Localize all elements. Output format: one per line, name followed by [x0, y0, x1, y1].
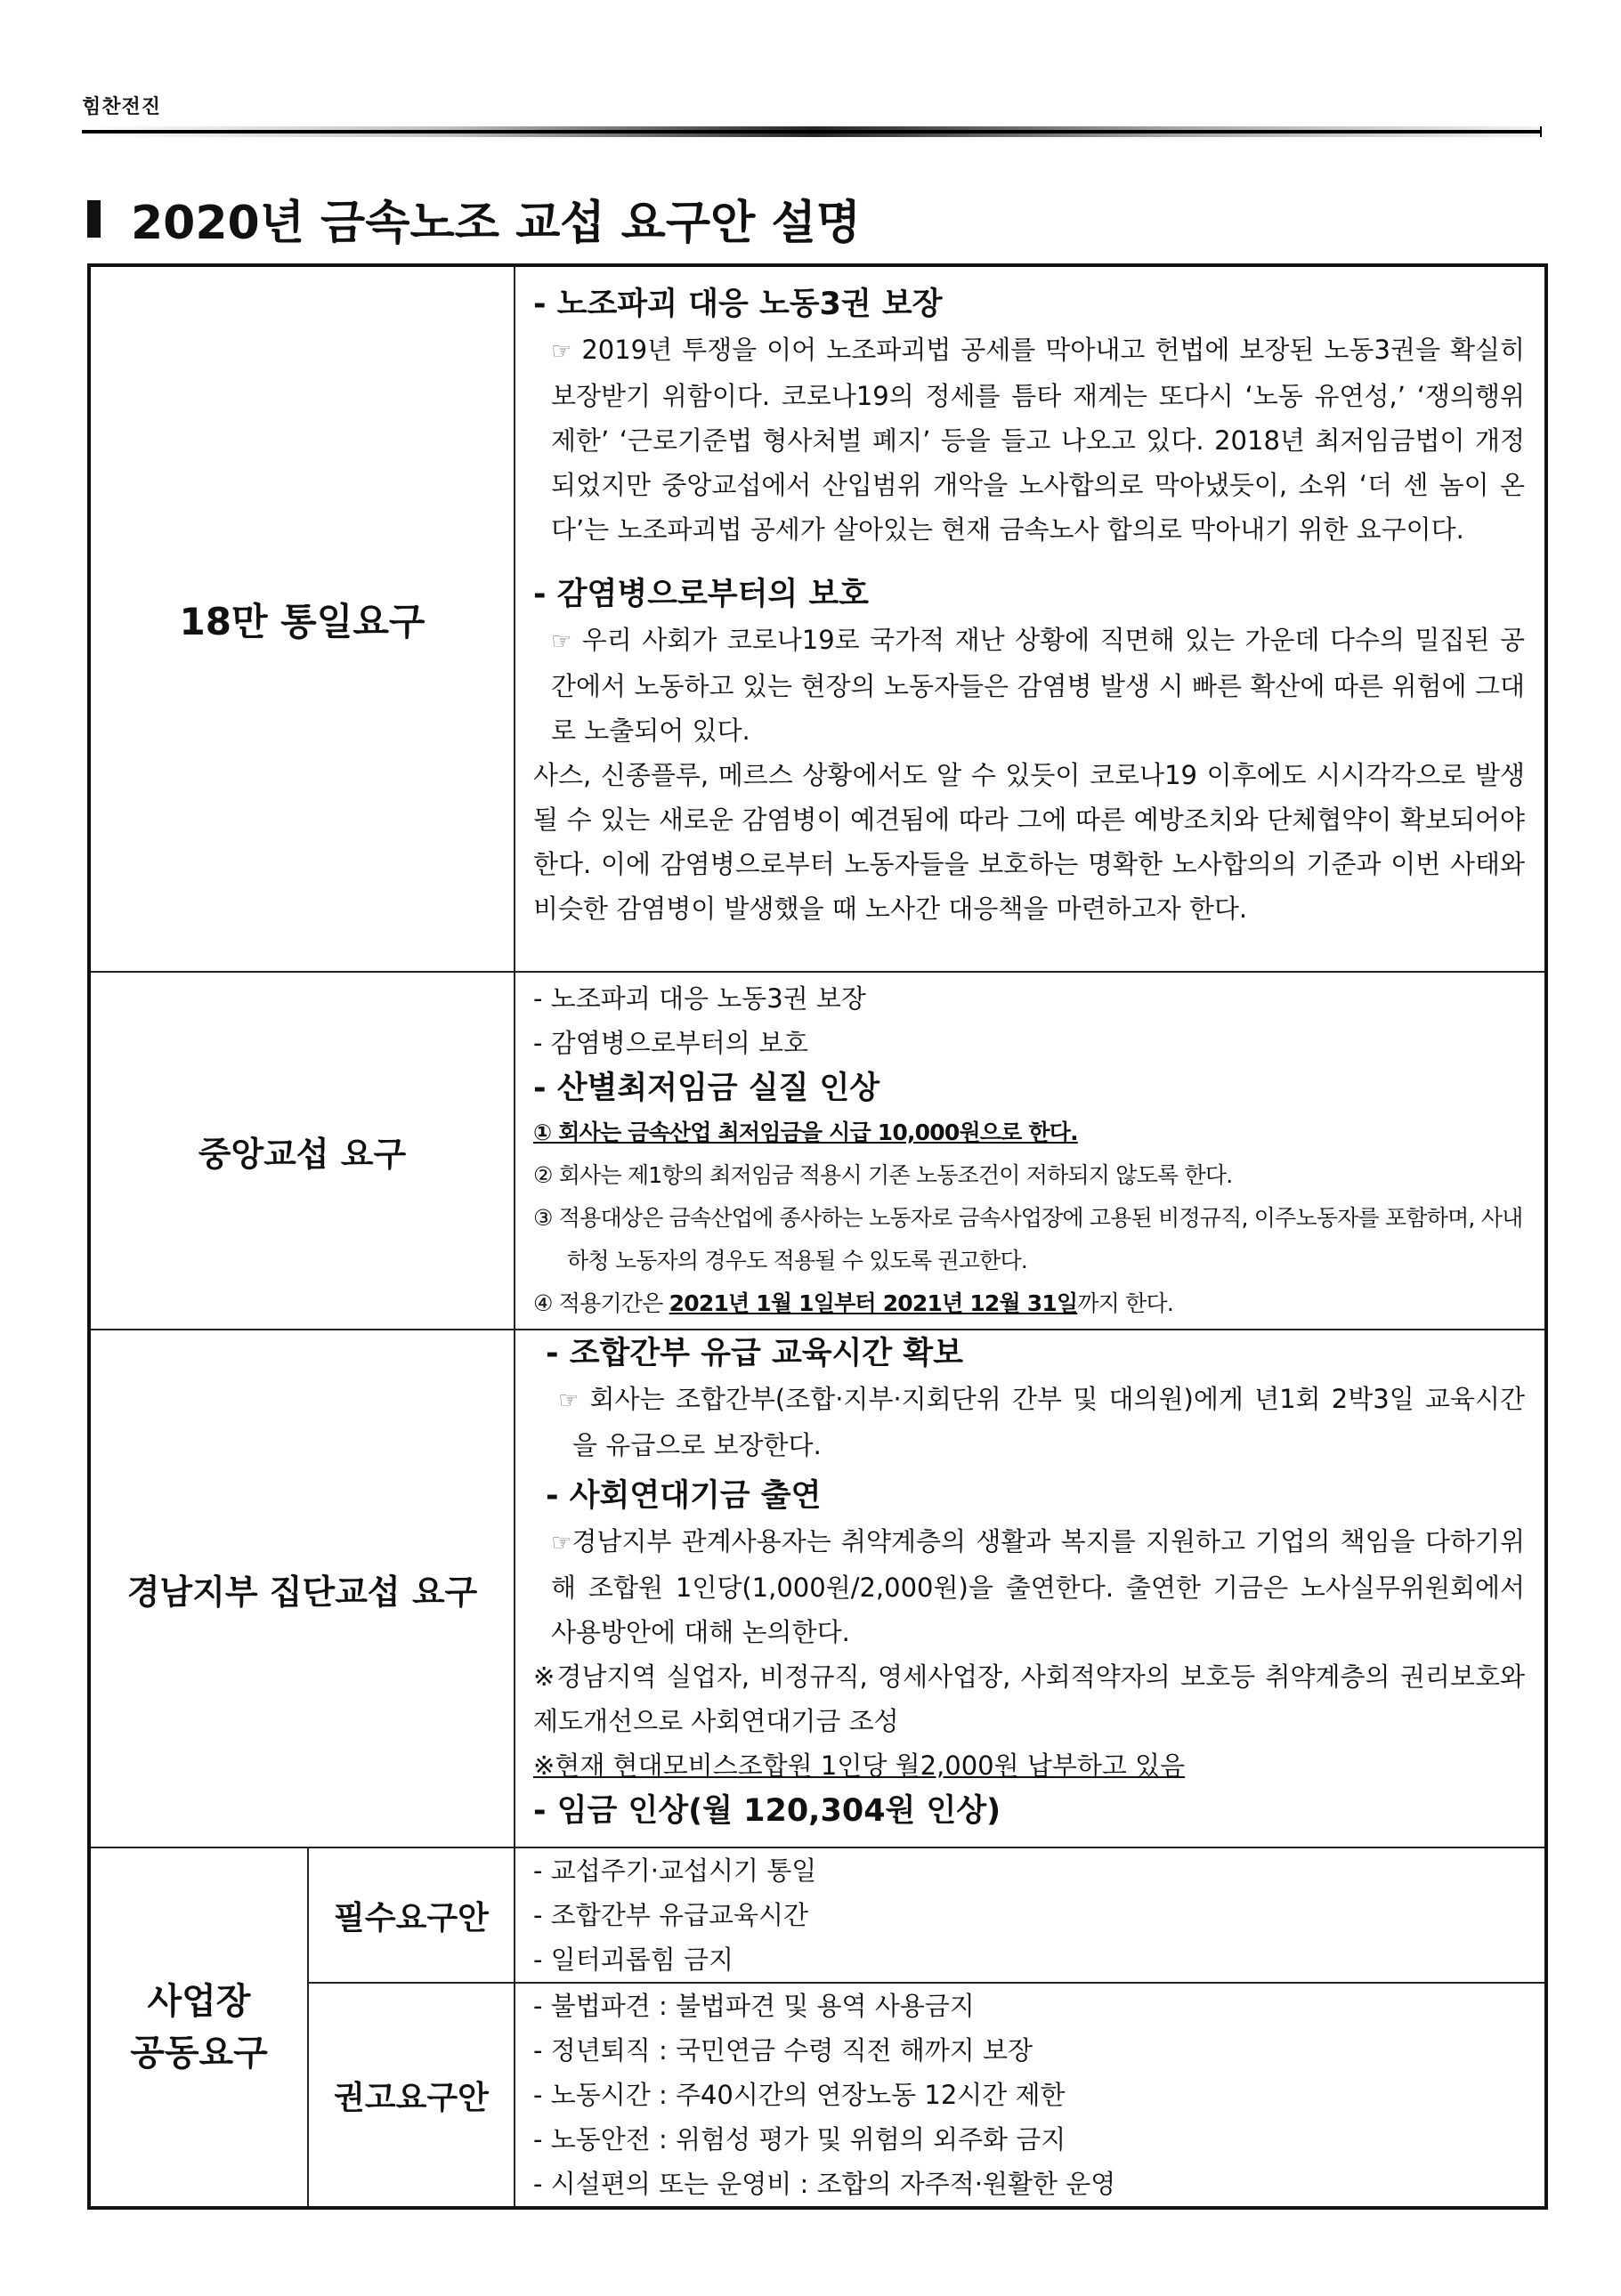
row-gyeongnam	[89, 1330, 1546, 1847]
label-required: 필수요구안	[308, 1847, 515, 1983]
list-item: - 노동안전 : 위험성 평가 및 위험의 외주화 금지	[533, 2124, 1066, 2155]
demands-table	[87, 263, 1548, 2210]
header-rule	[82, 126, 1542, 137]
label-gyeongnam: 경남지부 집단교섭 요구	[89, 1330, 515, 1847]
section-body-solidarity-fund: ☞경남지부 관계사용자는 취약계층의 생활과 복지를 지원하고 기업의 책임을 다하기위해 조합원 1인당(1,000원/2,000원)을 출연한다. 출연한 기금은 노사실무위원회에서 사용방안에 대해 논의한다.	[551, 1526, 1525, 1647]
row-unified-demand	[89, 265, 1546, 972]
content-unified-demand	[515, 265, 1546, 972]
page-title	[87, 185, 861, 252]
section-head-solidarity-fund: - 사회연대기금 출연	[546, 1478, 822, 1514]
wage-item-1: ① 회사는 금속산업 최저임금을 시급 10,000원으로 한다.	[533, 1120, 1078, 1145]
list-item: - 불법파견 : 불법파견 및 용역 사용금지	[533, 1991, 975, 2021]
row-workplace-recommended	[89, 1983, 1546, 2208]
wage-item-4: ④ 적용기간은 2021년 1월 1일부터 2021년 12월 31일까지 한다.	[533, 1290, 1174, 1316]
section-head-education: - 조합간부 유급 교육시간 확보	[546, 1336, 963, 1371]
list-item: - 정년퇴직 : 국민연금 수령 직전 해까지 보장	[533, 2035, 1033, 2066]
list-item: - 노동시간 : 주40시간의 연장노동 12시간 제한	[533, 2080, 1066, 2110]
wage-item-2: ② 회사는 제1항의 최저임금 적용시 기존 노동조건이 저하되지 않도록 한다.	[533, 1162, 1233, 1188]
content-recommended	[515, 1983, 1546, 2208]
page-title-text: 2020년 금속노조 교섭 요구안 설명	[131, 197, 861, 250]
note-mobis: ※현재 현대모비스조합원 1인당 월2,000원 납부하고 있음	[533, 1750, 1186, 1781]
label-workplace-line2: 공동요구	[130, 2033, 268, 2074]
label-recommended: 권고요구안	[308, 1983, 515, 2208]
title-marker-icon	[87, 200, 101, 238]
pointing-hand-icon: ☞	[558, 1387, 580, 1414]
label-workplace-common	[89, 1847, 308, 2208]
section-body-labor-rights: ☞ 2019년 투쟁을 이어 노조파괴법 공세를 막아내고 헌법에 보장된 노동3권을 확실히 보장받기 위함이다. 코로나19의 정세를 틈타 재계는 또다시 ‘노동 유연성,’ ‘쟁의행위 제한’ ‘근로기준법 형사처벌 폐지’ 등을 들고 나오고 있다. 2018년 최저임금법이 개정되었지만 중앙교섭에서 산입범위 개악을 노사합의로 막아냈듯이, 소위 ‘더 센 놈이 온다’는 노조파괴법 공세가 살아있는 현재 금속노사 합의로 막아내기 위한 요구이다.	[551, 335, 1525, 545]
header-label: 힘찬전진	[82, 96, 162, 118]
pointing-hand-icon: ☞	[551, 338, 572, 365]
content-required	[515, 1847, 1546, 1983]
section-head-labor-rights: - 노조파괴 대응 노동3권 보장	[533, 287, 943, 322]
content-central-bargaining	[515, 972, 1546, 1330]
list-item: - 조합간부 유급교육시간	[533, 1900, 809, 1930]
section-body-infection-1: ☞ 우리 사회가 코로나19로 국가적 재난 상황에 직면해 있는 가운데 다수의 밀집된 공간에서 노동하고 있는 현장의 노동자들은 감염병 발생 시 빠른 확산에 따른 위험에 그대로 노출되어 있다.	[551, 625, 1525, 746]
note-solidarity-fund: ※경남지역 실업자, 비정규직, 영세사업장, 사회적약자의 보호등 취약계층의 권리보호와 제도개선으로 사회연대기금 조성	[533, 1661, 1525, 1736]
list-item: - 시설편의 또는 운영비 : 조합의 자주적·원활한 운영	[533, 2169, 1116, 2199]
list-item: - 일터괴롭힘 금지	[533, 1944, 734, 1975]
label-unified-demand: 18만 통일요구	[89, 265, 515, 972]
wage-item-3: ③ 적용대상은 금속산업에 종사하는 노동자로 금속사업장에 고용된 비정규직, 이주노동자를 포함하며, 사내하청 노동자의 경우도 적용될 수 있도록 권고한다.	[533, 1205, 1523, 1273]
section-head-wage-increase: - 임금 인상(월 120,304원 인상)	[533, 1793, 1001, 1829]
label-workplace-line1: 사업장	[147, 1981, 251, 2022]
row-workplace-required	[89, 1847, 1546, 1983]
list-item: - 노조파괴 대응 노동3권 보장	[533, 983, 866, 1014]
row-central-bargaining	[89, 972, 1546, 1330]
pointing-hand-icon: ☞	[551, 1530, 572, 1556]
list-item: - 교섭주기·교섭시기 통일	[533, 1855, 817, 1886]
section-body-education: ☞ 회사는 조합간부(조합·지부·지회단위 간부 및 대의원)에게 년1회 2박3일 교육시간을 유급으로 보장한다.	[558, 1384, 1525, 1460]
section-body-infection-2: 사스, 신종플루, 메르스 상황에서도 알 수 있듯이 코로나19 이후에도 시시각각으로 발생될 수 있는 새로운 감염병이 예견됨에 따라 그에 따른 예방조치와 단체협약이 확보되어야 한다. 이에 감염병으로부터 노동자들을 보호하는 명확한 노사합의의 기준과 이번 사태와 비슷한 감염병이 발생했을 때 노사간 대응책을 마련하고자 한다.	[533, 760, 1525, 924]
pointing-hand-icon: ☞	[551, 628, 572, 655]
label-central-bargaining: 중앙교섭 요구	[89, 972, 515, 1330]
section-head-minimum-wage: - 산별최저임금 실질 인상	[533, 1071, 880, 1106]
section-head-infection: - 감염병으로부터의 보호	[533, 577, 869, 612]
list-item: - 감염병으로부터의 보호	[533, 1028, 809, 1058]
content-gyeongnam	[515, 1330, 1546, 1847]
